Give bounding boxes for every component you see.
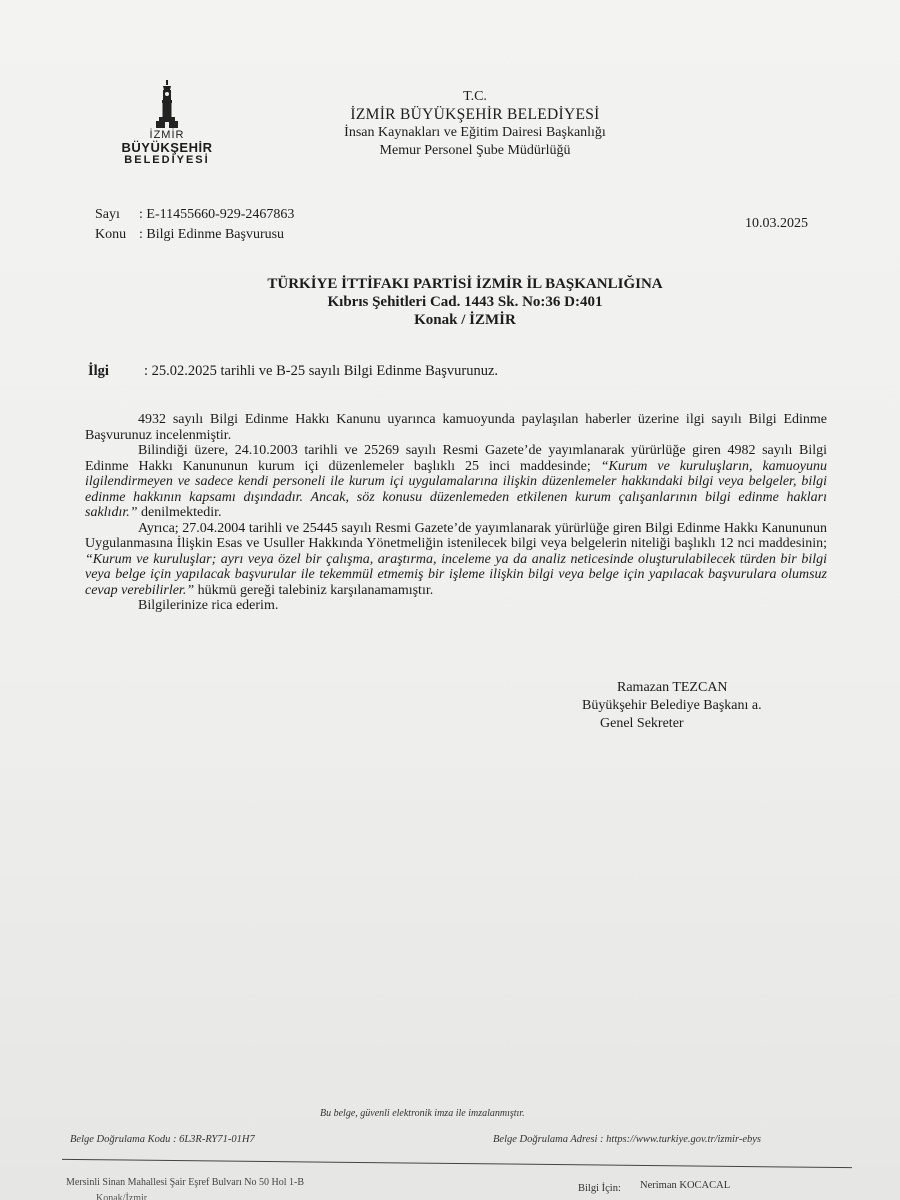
document-date: 10.03.2025 [745, 216, 808, 231]
clock-tower-icon [152, 80, 182, 128]
paragraph-3-end: hükmü gereği talebiniz karşılanamamıştır. [194, 582, 434, 598]
document-meta [95, 205, 294, 245]
logo-line1: İZMİR [149, 129, 185, 141]
footer-address: Mersinli Sinan Mahallesi Şair Eşref Bulvarı No 50 Hol 1-B [66, 1177, 305, 1188]
paragraph-2-end: denilmektedir. [137, 505, 222, 520]
sayi-value: : E-11455660-929-2467863 [139, 207, 295, 222]
paragraph-3 [85, 521, 827, 599]
footer-address-city: Konak/İzmir [96, 1193, 148, 1200]
paragraph-1: 4932 sayılı Bilgi Edinme Hakkı Kanunu uyarınca kamuoyunda paylaşılan haberler üzerine ilgi sayılı Bilgi Edinme Başvurunuz incelenmiştir. [85, 412, 827, 443]
paragraph-2-quote: “Kurum ve kuruluşların, kamuoyunu ilgilendirmeyen ve sadece kendi personeli ile kurum içi uygulamalarına ilişkin düzenlemeler hakkındaki bilgi veya belgeler, bilgi edinme hakkının kapsamı dışındadır. Ancak, söz konusu düzenlemeden etkilenen kurum çalışanlarının bilgi edinme hakları saklıdır.” [85, 458, 827, 520]
sayi-label: Sayı [95, 207, 120, 222]
esign-note: Bu belge, güvenli elektronik imza ile imzalanmıştır. [320, 1108, 525, 1119]
konu-label: Konu [95, 227, 127, 242]
footer-divider [62, 1159, 852, 1168]
footer-contact-name: Neriman KOCACAL [640, 1180, 731, 1191]
addressee-street: Kıbrıs Şehitleri Cad. 1443 Sk. No:36 D:401 [327, 294, 603, 310]
letterhead [320, 88, 630, 160]
header-institution: İZMİR BÜYÜKŞEHİR BELEDİYESİ [350, 106, 600, 123]
footer-contact-label: Bilgi İçin: [578, 1183, 621, 1194]
header-department: İnsan Kaynakları ve Eğitim Dairesi Başkanlığı [344, 125, 606, 140]
signatory-name: Ramazan TEZCAN [617, 680, 728, 695]
verification-address: Belge Doğrulama Adresi : https://www.turkiye.gov.tr/izmir-ebys [493, 1134, 761, 1145]
signature-block [582, 679, 762, 733]
logo-line3: BELEDİYESİ [124, 154, 210, 166]
letter-body [85, 412, 827, 614]
paragraph-2 [85, 443, 827, 521]
signatory-title: Büyükşehir Belediye Başkanı a. [582, 698, 762, 713]
municipality-logo [112, 80, 222, 166]
addressee [170, 275, 760, 329]
verification-code: Belge Doğrulama Kodu : 6L3R-RY71-01H7 [70, 1134, 255, 1145]
paragraph-3-quote: “Kurum ve kuruluşlar; ayrı veya özel bir çalışma, araştırma, inceleme ya da analiz neticesinde oluşturulabilecek türden bir bilgi veya belge için yapılacak başvurular ile tekemmül etmemiş bir işleme ilişkin bilgi veya belge için yapılacak başvurulara olumsuz cevap verebilirler.” [85, 551, 827, 598]
paragraph-2-text: Bilindiği üzere, 24.10.2003 tarihli ve 25269 sayılı Resmi Gazete’de yayımlanarak yürürlüğe giren 4982 sayılı Bilgi Edinme Hakkı Kanununun kurum içi düzenlemeler başlıklı 25 inci maddesinde; [85, 443, 827, 474]
paragraph-3-text: Ayrıca; 27.04.2004 tarihli ve 25445 sayılı Resmi Gazete’de yayımlanarak yürürlüğe giren Bilgi Edinme Hakkı Kanununun Uygulanmasına İlişkin Esas ve Usuller Hakkında Yönetmeliğin istenilecek bilgi veya belgelerin niteliği başlıklı 12 nci maddesinin; [85, 520, 827, 551]
header-tc: T.C. [463, 89, 487, 104]
signatory-position: Genel Sekreter [600, 716, 684, 731]
addressee-city: Konak / İZMİR [414, 312, 516, 328]
header-branch: Memur Personel Şube Müdürlüğü [379, 143, 571, 158]
paragraph-4: Bilgilerinize rica ederim. [138, 598, 279, 613]
ilgi-label: İlgi [88, 363, 109, 379]
logo-line2: BÜYÜKŞEHİR [121, 140, 213, 155]
addressee-name: TÜRKİYE İTTİFAKI PARTİSİ İZMİR İL BAŞKANLIĞINA [267, 276, 663, 292]
reference-line [88, 363, 498, 380]
konu-value: : Bilgi Edinme Başvurusu [139, 227, 285, 242]
ilgi-value: : 25.02.2025 tarihli ve B-25 sayılı Bilgi Edinme Başvurunuz. [144, 363, 499, 379]
